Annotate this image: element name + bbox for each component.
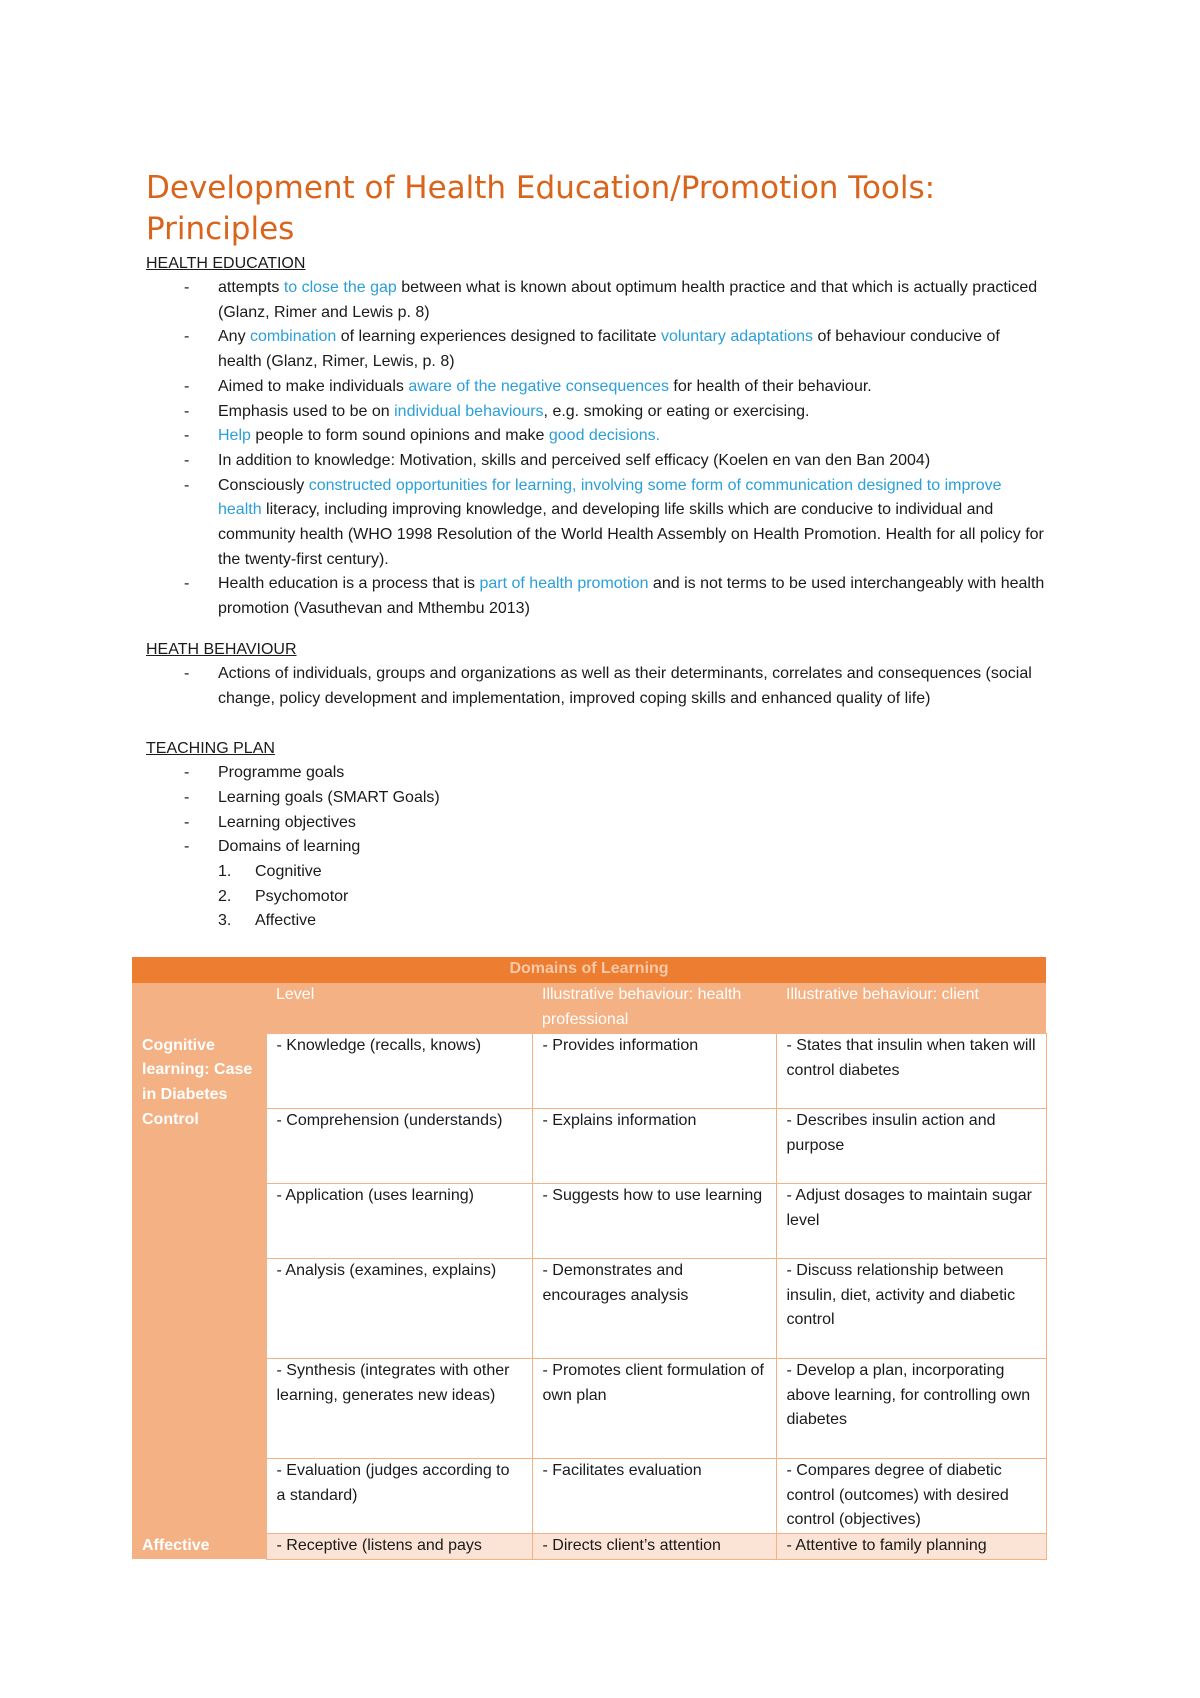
- item-text: for health of their behaviour.: [668, 377, 872, 395]
- list-item: [146, 375, 1046, 400]
- list-item: [146, 860, 1046, 885]
- table-cell: - Facilitates evaluation: [532, 1459, 776, 1534]
- list-item: [146, 276, 1046, 325]
- domains-of-learning-table: [132, 957, 1047, 1560]
- table-cell: - Directs client’s attention: [532, 1534, 776, 1560]
- table-cell: - Demonstrates and encourages analysis: [532, 1259, 776, 1359]
- highlighted-text: constructed opportunities for learning, involving some form of communication designed to improve health: [218, 476, 1002, 519]
- highlighted-text: part of health promotion: [479, 575, 649, 593]
- table-cell: - Adjust dosages to maintain sugar level: [776, 1184, 1046, 1259]
- list-item: - Learning goals (SMART Goals): [146, 786, 1046, 811]
- table-cell: - Suggests how to use learning: [532, 1184, 776, 1259]
- document-body: [146, 168, 1046, 934]
- list-item: - Actions of individuals, groups and organizations as well as their determinants, correlates and consequences (social change, policy development and implementation, improved coping skills and enhanced quality of life): [146, 662, 1046, 711]
- table-cell: - Comprehension (understands): [266, 1109, 532, 1184]
- health-education-heading: HEALTH EDUCATION: [146, 255, 306, 272]
- table-row: [132, 1184, 1046, 1259]
- item-text: literacy, including improving knowledge, and developing life skills which are conducive to individual and community health (WHO 1998 Resolution of the World Health Assembly on Health Promotion. Health for all policy for the twenty-first century).: [218, 501, 1044, 568]
- item-number: 1.: [218, 863, 232, 881]
- item-text: between what is known about optimum health practice and that which is actually practiced (Glanz, Rimer and Lewis p. 8): [218, 279, 1038, 321]
- highlighted-text: aware of the negative consequences: [408, 377, 669, 395]
- item-number: 3.: [218, 912, 232, 930]
- domains-sublist: [146, 860, 1046, 934]
- table-cell: - Promotes client formulation of own plan: [532, 1359, 776, 1459]
- list-item: [146, 885, 1046, 910]
- table-row: [132, 1534, 1046, 1560]
- item-label: Affective: [255, 912, 317, 930]
- item-text: Emphasis used to be on: [218, 402, 395, 420]
- table-cell: - Analysis (examines, explains): [266, 1259, 532, 1359]
- item-text: Any: [218, 328, 251, 346]
- table-cell: - Attentive to family planning: [776, 1534, 1046, 1560]
- item-text: In addition to knowledge: Motivation, skills and perceived self efficacy (Koelen en van den Ban 2004): [218, 451, 931, 469]
- highlighted-text: to close the gap: [283, 279, 397, 296]
- table-row: [132, 1359, 1046, 1459]
- table-cell: - States that insulin when taken will control diabetes: [776, 1034, 1046, 1109]
- highlighted-text: voluntary adaptations: [660, 328, 814, 346]
- item-label: Cognitive: [255, 863, 322, 881]
- list-item: [146, 400, 1046, 425]
- row-label-affective: Affective: [132, 1534, 266, 1560]
- health-education-list: [146, 276, 1046, 622]
- table-row: [132, 1259, 1046, 1359]
- table-cell: - Synthesis (integrates with other learning, generates new ideas): [266, 1359, 532, 1459]
- table-header-cell: Level: [266, 983, 532, 1034]
- item-text: and is not terms to be used interchangeably with health promotion (Vasuthevan and Mthembu 2013): [218, 575, 1045, 618]
- table-row: [132, 1109, 1046, 1184]
- table-title: Domains of Learning: [132, 957, 1046, 983]
- item-text: Health education is a process that is: [218, 575, 480, 593]
- list-item: [146, 474, 1046, 573]
- table-cell: - Receptive (listens and pays: [266, 1534, 532, 1560]
- list-item: - Programme goals: [146, 761, 1046, 786]
- item-text: people to form sound opinions and make: [250, 427, 549, 445]
- list-item: [146, 909, 1046, 934]
- list-item: [146, 449, 1046, 474]
- teaching-plan-heading: TEACHING PLAN: [146, 740, 275, 758]
- item-text: Consciously: [218, 476, 309, 494]
- item-text: , e.g. smoking or eating or exercising.: [543, 402, 810, 420]
- health-behaviour-heading: HEATH BEHAVIOUR: [146, 640, 297, 658]
- list-item: - Domains of learning: [146, 835, 1046, 860]
- highlighted-text: good decisions.: [548, 427, 661, 445]
- highlighted-text: individual behaviours: [394, 402, 544, 420]
- item-text: Aimed to make individuals: [218, 377, 409, 395]
- table-row: [132, 1034, 1046, 1109]
- highlighted-text: Help: [218, 427, 251, 445]
- document-title: Development of Health Education/Promotion Tools: Principles: [146, 170, 936, 247]
- row-label-cognitive: Cognitive learning: Case in Diabetes Control: [132, 1034, 266, 1534]
- teaching-plan-list: [146, 761, 1046, 860]
- item-label: Psychomotor: [255, 887, 349, 905]
- table-header-cell: Illustrative behaviour: client: [776, 983, 1046, 1034]
- table-cell: - Knowledge (recalls, knows): [266, 1034, 532, 1109]
- table-header-cell: Illustrative behaviour: health professional: [532, 983, 776, 1034]
- list-item: [146, 424, 1046, 449]
- table-cell: - Develop a plan, incorporating above learning, for controlling own diabetes: [776, 1359, 1046, 1459]
- table-cell: - Application (uses learning): [266, 1184, 532, 1259]
- item-text: attempts: [218, 279, 284, 296]
- table-cell: - Compares degree of diabetic control (outcomes) with desired control (objectives): [776, 1459, 1046, 1534]
- table-cell: - Explains information: [532, 1109, 776, 1184]
- table-row: [132, 1459, 1046, 1534]
- table-header-cell: [132, 983, 266, 1034]
- item-text: of behaviour conducive of health (Glanz, Rimer, Lewis, p. 8): [218, 328, 1000, 371]
- table-cell: - Evaluation (judges according to a standard): [266, 1459, 532, 1534]
- table-cell: - Describes insulin action and purpose: [776, 1109, 1046, 1184]
- highlighted-text: combination: [250, 328, 337, 346]
- table-cell: - Provides information: [532, 1034, 776, 1109]
- health-behaviour-list: [146, 662, 1046, 711]
- item-text: of learning experiences designed to facilitate: [336, 328, 661, 346]
- item-number: 2.: [218, 887, 232, 905]
- list-item: [146, 572, 1046, 621]
- table-cell: - Discuss relationship between insulin, diet, activity and diabetic control: [776, 1259, 1046, 1359]
- list-item: [146, 325, 1046, 374]
- list-item: - Learning objectives: [146, 811, 1046, 836]
